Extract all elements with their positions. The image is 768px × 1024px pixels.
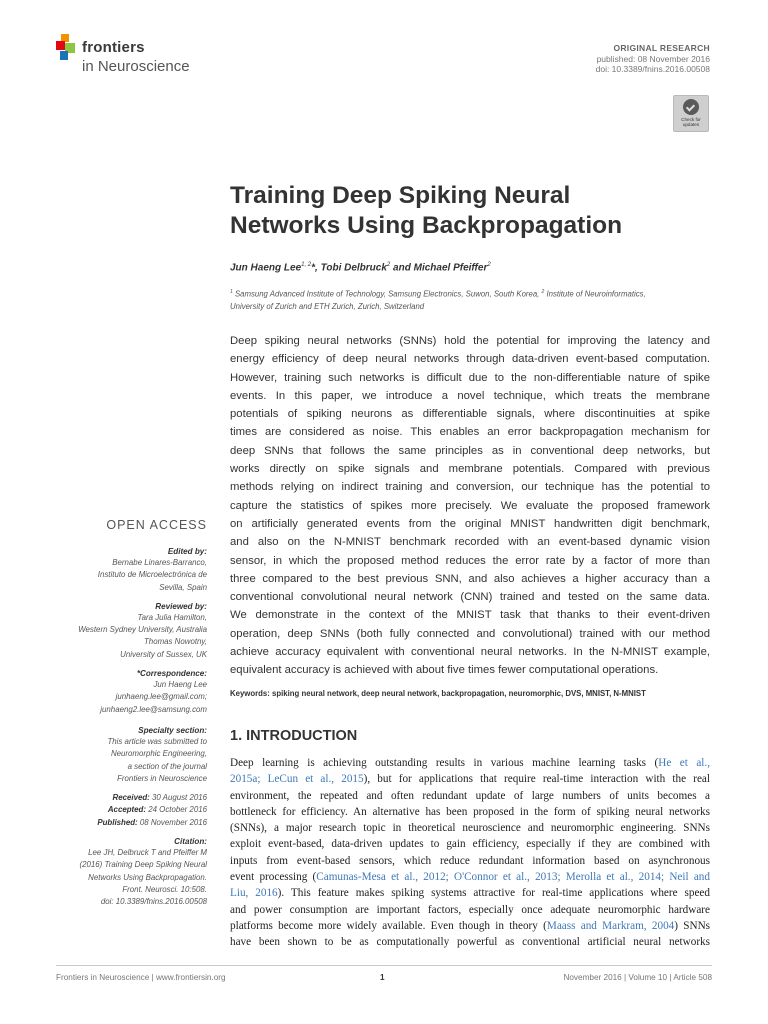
accepted-date xyxy=(56,804,207,816)
intro-text: ). This feature makes spiking systems attractive for real-time applications where speed xyxy=(277,887,710,900)
citation-heading: Citation: xyxy=(174,837,207,847)
intro-line xyxy=(230,771,710,787)
intro-line: and power consumption are important factors, especially once adequate neuromorphic hardware xyxy=(230,903,710,916)
intro-line: bottleneck for efficiency. An alternative has been proposed in the form of spiking neural networks xyxy=(230,805,710,818)
specialty-line: Frontiers in Neuroscience xyxy=(117,773,207,783)
published-label: Published: xyxy=(97,817,138,827)
specialty-heading: Specialty section: xyxy=(138,725,207,735)
intro-text: event processing ( xyxy=(230,871,317,884)
received-label: Received: xyxy=(112,793,150,803)
affil-text-2: Institute of Neuroinformatics, xyxy=(544,289,646,299)
specialty-line: Neuromorphic Engineering, xyxy=(110,749,207,759)
footer-issue-info: November 2016 | Volume 10 | Article 508 xyxy=(563,973,712,982)
citation-link[interactable]: He et al., xyxy=(658,757,710,769)
abstract-line: achieve accuracy equivalent with conventional neural networks. In the N-MNIST example, xyxy=(230,646,710,659)
abstract-line: equivalent accuracy is achieved with about five times fewer computational operations. xyxy=(230,664,659,677)
title-line-2: Networks Using Backpropagation xyxy=(230,212,623,239)
intro-line: exploit event-based, data-driven updates to gain efficiency, especially if they are combined with xyxy=(230,838,710,851)
editor-line[interactable]: Bernabe Linares-Barranco, xyxy=(112,558,207,567)
received-date xyxy=(56,792,207,804)
intro-line: environment, the repeated and often redundant update of large numbers of units becomes a xyxy=(230,789,710,802)
logo-journal-name: in Neuroscience xyxy=(82,58,190,75)
author-and: and xyxy=(390,262,414,274)
intro-line: inputs from event-based sensors, which reduce redundant information based on asynchronous xyxy=(230,854,710,867)
reviewer-line: University of Sussex, UK xyxy=(120,649,207,659)
author-3-affil: 2 xyxy=(487,262,491,268)
abstract-line: three compared to the best previous SNN, and also achieves a higher accuracy than a xyxy=(230,572,710,585)
intro-line xyxy=(230,918,710,934)
citation-link[interactable]: Maass and Markram, 2004 xyxy=(546,919,675,932)
abstract-line: conventional convolutional neural network (CNN) trained and tested on the same data. xyxy=(230,591,710,604)
badge-text-1: Check for xyxy=(681,117,701,122)
abstract-line: events. In this paper, we introduce a novel technique, which treats the membrane xyxy=(230,389,710,402)
affil-text-1: Samsung Advanced Institute of Technology, Samsung Electronics, Suwon, South Korea, xyxy=(232,289,542,299)
correspondence-heading: *Correspondence: xyxy=(136,669,207,679)
citation-link[interactable]: Liu, 2016 xyxy=(230,887,278,900)
affil-line-2: University of Zurich and ETH Zurich, Zurich, Switzerland xyxy=(230,302,425,312)
author-3[interactable]: Michael Pfeiffer xyxy=(413,262,488,274)
abstract-line: times are considered as noise. This enables an error backpropagation mechanism for xyxy=(230,426,710,439)
intro-text: Deep learning is achieving outstanding results in various machine learning tasks ( xyxy=(230,757,659,769)
edited-by-heading: Edited by: xyxy=(167,547,207,556)
intro-text: ), but for applications that require real-time interaction with the real xyxy=(363,773,710,786)
abstract-line: operation, deep SNNs (both fully connected and convolutional) trained with our method xyxy=(230,627,710,640)
citation-line: Front. Neurosci. 10:508. xyxy=(122,884,207,894)
specialty-line: This article was submitted to xyxy=(107,736,207,746)
article-type: ORIGINAL RESEARCH xyxy=(613,43,710,53)
logo-wordmark: frontiers xyxy=(82,39,145,56)
author-list xyxy=(230,262,491,273)
introduction-body xyxy=(230,755,710,951)
section-heading-introduction: 1. INTRODUCTION xyxy=(230,728,358,744)
intro-line: have been shown to be as computationally powerful as conventional artificial neural networks xyxy=(230,936,710,949)
reviewer-line[interactable]: Thomas Nowotny, xyxy=(143,637,207,647)
citation-doi[interactable]: doi: 10.3389/fnins.2016.00508 xyxy=(100,897,207,907)
badge-text-2: updates xyxy=(682,122,700,128)
citation-link[interactable]: 2015a; LeCun et al., 2015 xyxy=(230,773,364,786)
check-updates-icon xyxy=(683,99,699,115)
abstract-line: on artificially generated events from the original MNIST handwritten digit benchmark, xyxy=(230,517,710,530)
reviewer-line: Western Sydney University, Australia xyxy=(78,625,207,635)
intro-line xyxy=(230,885,710,901)
intro-line xyxy=(230,869,710,885)
published-date: published: 08 November 2016 xyxy=(596,53,710,64)
article-doi[interactable]: doi: 10.3389/fnins.2016.00508 xyxy=(595,64,710,74)
citation-line: (2016) Training Deep Spiking Neural xyxy=(79,860,207,870)
accepted-value: 24 October 2016 xyxy=(146,805,207,815)
received-value: 30 August 2016 xyxy=(149,793,207,803)
author-2-affil: 2 xyxy=(386,262,391,268)
open-access-label: OPEN ACCESS xyxy=(106,518,207,532)
abstract xyxy=(230,332,710,680)
title-line-1: Training Deep Spiking Neural xyxy=(230,182,571,209)
footer-divider xyxy=(56,965,712,966)
abstract-line: energy efficiency of deep neural networks through data-driven event-based computation. xyxy=(230,353,710,366)
intro-line xyxy=(230,755,710,771)
intro-text: ) SNNs xyxy=(674,919,711,932)
affil-sup-1: 1 xyxy=(230,289,233,295)
abstract-line: and also on the N-MNIST benchmark recorded with an event-based dynamic vision xyxy=(230,536,710,549)
reviewed-by-heading: Reviewed by: xyxy=(155,601,207,611)
abstract-line: potentials of spiking neurons as differentiable signals, where discontinuities at spike xyxy=(230,408,710,421)
citation-line: Networks Using Backpropagation. xyxy=(88,872,207,882)
frontiers-logo-icon xyxy=(56,34,80,62)
author-2[interactable]: Tobi Delbruck xyxy=(320,262,387,274)
article-meta xyxy=(596,43,710,75)
abstract-line: Deep spiking neural networks (SNNs) hold the potential for improving the latency and xyxy=(230,335,710,347)
correspondence-email[interactable]: junhaeng2.lee@samsung.com xyxy=(100,704,207,714)
article-info-sidebar xyxy=(56,518,207,909)
author-1-mark: *, xyxy=(311,262,321,274)
affiliations xyxy=(230,286,720,314)
abstract-line: capture the statistics of spikes more precisely. We evaluate the proposed framework xyxy=(230,499,710,512)
editor-line: Sevilla, Spain xyxy=(159,582,207,592)
keywords: Keywords: spiking neural network, deep neural network, backpropagation, neuromorphic, DVS, MNIST, N-MNIST xyxy=(230,689,646,698)
author-1[interactable]: Jun Haeng Lee xyxy=(230,262,302,274)
published-value: 08 November 2016 xyxy=(137,817,207,827)
reviewer-line[interactable]: Tara Julia Hamilton, xyxy=(137,612,207,622)
published-date-sidebar xyxy=(56,817,207,829)
paper-title xyxy=(230,181,700,241)
page-number: 1 xyxy=(380,973,385,982)
author-1-affil: 1, 2 xyxy=(301,262,312,268)
intro-text: platforms become more widely available. Even though in theory ( xyxy=(230,919,547,932)
correspondence-email[interactable]: junhaeng.lee@gmail.com; xyxy=(115,692,207,702)
abstract-line: works directly on spike signals and membrane potentials. Compared with previous xyxy=(230,463,710,476)
citation-link[interactable]: Camunas-Mesa et al., 2012; O'Connor et al., 2013; Merolla et al., 2014; Neil and xyxy=(316,871,710,884)
specialty-line: a section of the journal xyxy=(127,761,207,771)
correspondence-line: Jun Haeng Lee xyxy=(153,680,207,690)
abstract-line: deep SNNs that follows the same principles as in conventional deep networks, but xyxy=(230,444,710,457)
intro-line: (SNNs), a major research topic in theoretical neuroscience and neuromorphic engineering. SNNs xyxy=(230,822,710,835)
journal-logo[interactable] xyxy=(56,33,256,83)
abstract-line: sensor, in which the proposed method reduces the error rate by a factor of more than xyxy=(230,554,710,567)
abstract-line: However, training such networks is difficult due to the non-differentiable nature of spike xyxy=(230,371,710,384)
editor-line: Instituto de Microelectrónica de xyxy=(97,570,207,580)
accepted-label: Accepted: xyxy=(107,805,147,815)
abstract-line: methods relying on indirect training and conversion, our technique has the potential to xyxy=(230,481,710,494)
affil-sup-2: 2 xyxy=(541,289,545,295)
abstract-line: We demonstrate in the context of the MNIST task that thanks to their event-driven xyxy=(230,609,710,622)
citation-line: Lee JH, Delbruck T and Pfeiffer M xyxy=(88,848,207,858)
check-for-updates-badge[interactable] xyxy=(673,95,709,132)
footer-journal-link[interactable]: Frontiers in Neuroscience | www.frontiersin.org xyxy=(56,973,226,982)
